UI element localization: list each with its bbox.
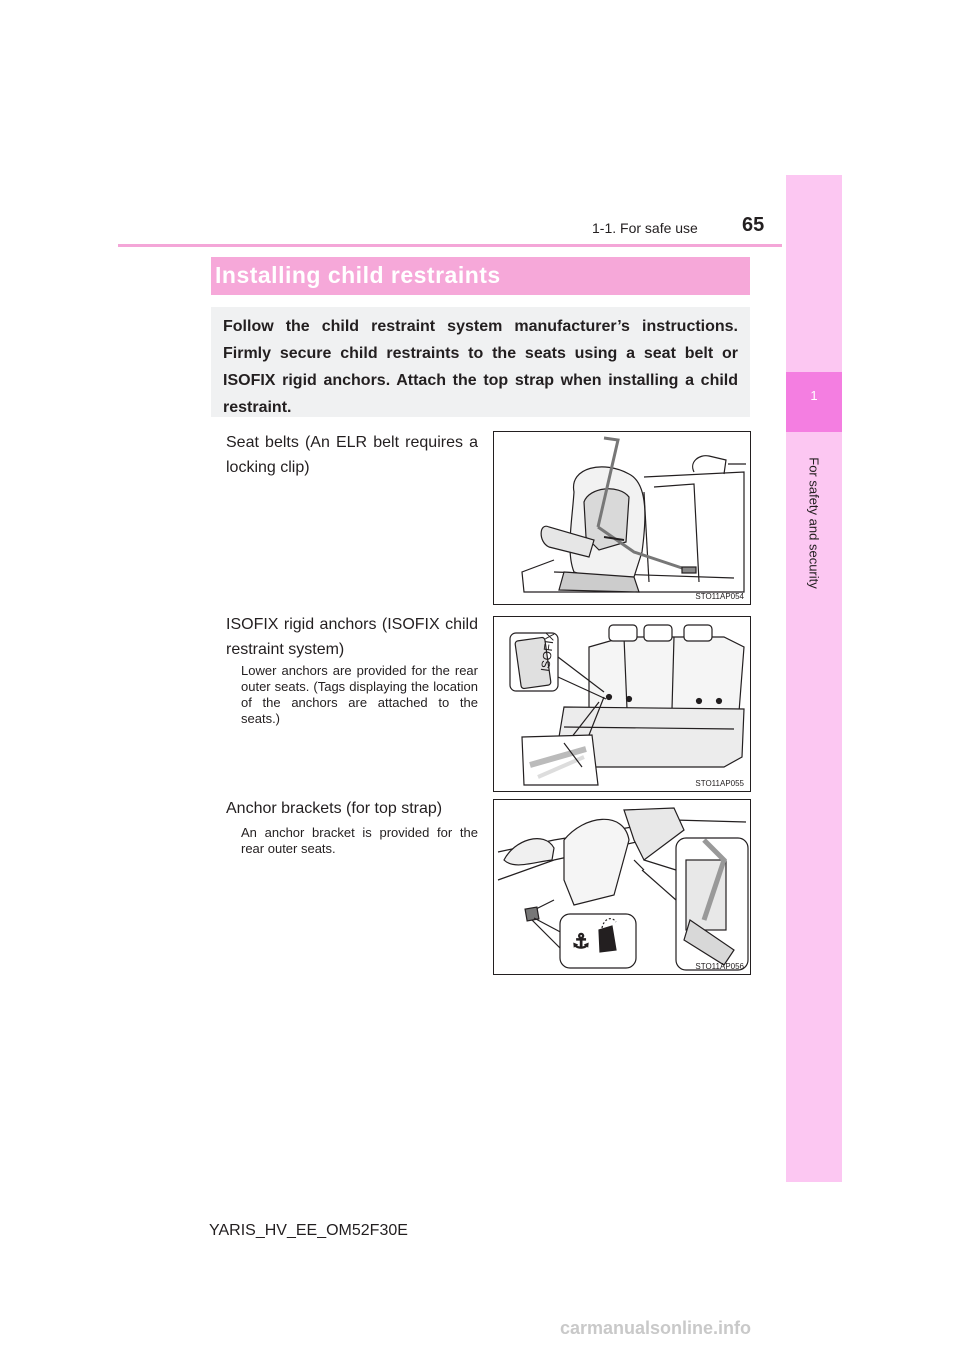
seat-belt-illustration	[494, 432, 750, 604]
chapter-number: 1	[810, 388, 818, 403]
item-heading-isofix: ISOFIX rigid anchors (ISOFIX child restraint system)	[226, 616, 478, 658]
figure-seat-belt-child-seat	[493, 431, 751, 605]
running-header: 1-1. For safe use	[592, 220, 698, 236]
item-heading-seat-belts: Seat belts (An ELR belt requires a locking clip)	[226, 434, 478, 476]
figure-code: STO11AP055	[695, 779, 744, 788]
figure-isofix-anchors	[493, 616, 751, 792]
item-detail-anchor-brackets: An anchor bracket is provided for the rear outer seats.	[241, 825, 478, 856]
anchor-bracket-illustration	[494, 800, 750, 974]
figure-anchor-brackets	[493, 799, 751, 975]
watermark: carmanualsonline.info	[560, 1318, 752, 1338]
isofix-illustration	[494, 617, 750, 791]
isofix-tag-label: ISOFIX	[537, 631, 558, 673]
figure-code: STO11AP054	[695, 592, 744, 601]
svg-text:⚓: ⚓	[572, 929, 590, 953]
chapter-title: For safety and security	[806, 457, 822, 589]
page-number: 65	[742, 214, 765, 236]
manual-code: YARIS_HV_EE_OM52F30E	[209, 1222, 408, 1239]
intro-box: Follow the child restraint system manufacturer’s instructions. Firmly secure child restraints to the seats using a seat belt or ISOFIX rigid anchors. Attach the top strap when installing a child restraint.	[211, 307, 750, 417]
figure-code: STO11AP056	[695, 962, 744, 971]
item-detail-isofix: Lower anchors are provided for the rear outer seats. (Tags displaying the location of the anchors are attached to the seats.)	[241, 663, 478, 726]
header-rule	[118, 244, 782, 247]
item-heading-anchor-brackets: Anchor brackets (for top strap)	[226, 800, 443, 817]
chapter-side-tab	[786, 175, 842, 1182]
section-title: Installing child restraints	[215, 262, 501, 288]
